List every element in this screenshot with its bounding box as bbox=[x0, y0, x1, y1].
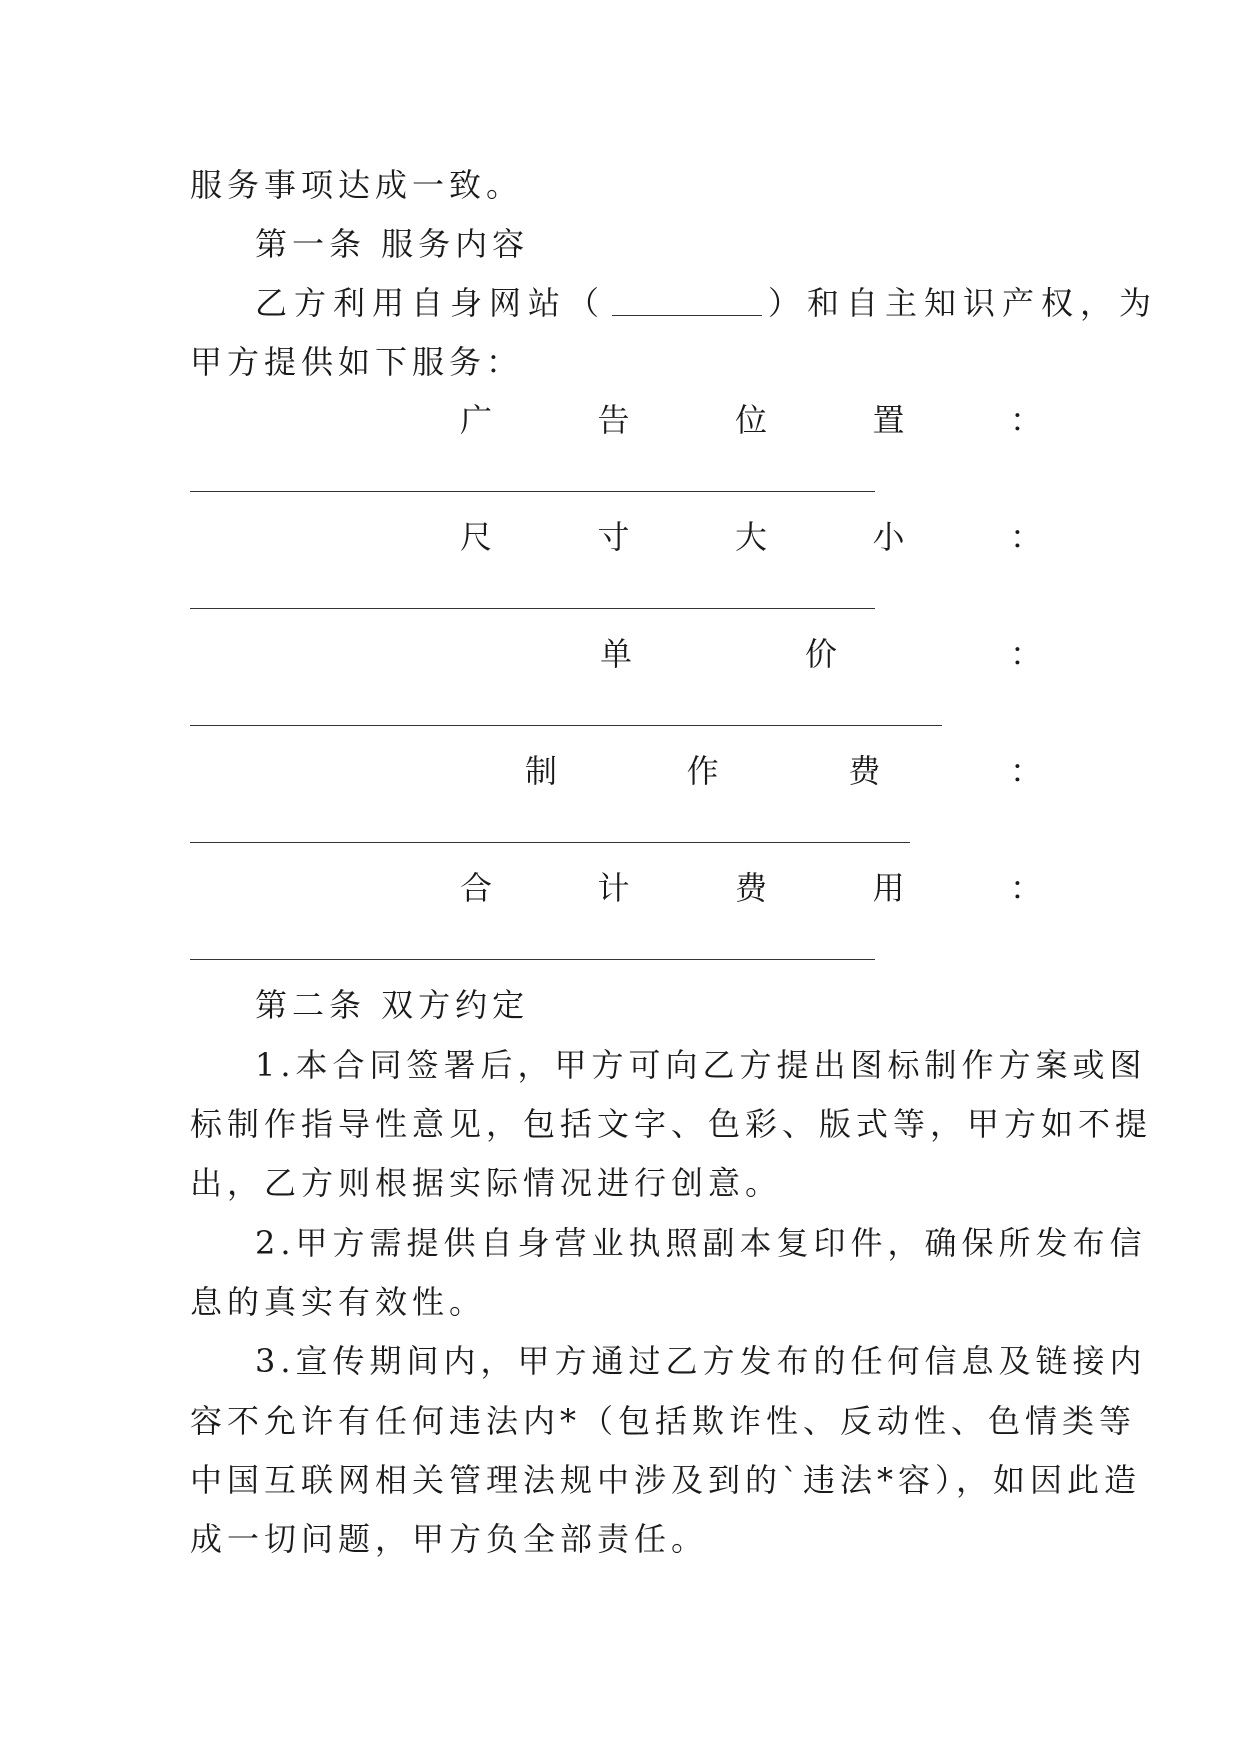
item-3-line-2: 容不允许有任何违法内*（包括欺诈性、反动性、色情类等 bbox=[190, 1402, 1137, 1440]
field-char: 用 bbox=[872, 869, 905, 907]
field-colon: ： bbox=[1009, 752, 1042, 790]
item-1-line-2: 标制作指导性意见，包括文字、色彩、版式等，甲方如不提 bbox=[190, 1105, 1153, 1143]
field-colon: ： bbox=[1009, 635, 1042, 673]
item-1-line-1: 1.本合同签署后，甲方可向乙方提出图标制作方案或图 bbox=[255, 1046, 1147, 1084]
field-char: 制 bbox=[525, 752, 558, 790]
item-3-line-1: 3.宣传期间内，甲方通过乙方发布的任何信息及链接内 bbox=[255, 1342, 1147, 1380]
field-char: 广 bbox=[460, 401, 493, 439]
field-ad-position bbox=[460, 400, 1042, 440]
unit-price-fill-line bbox=[190, 725, 942, 726]
field-unit-price bbox=[600, 634, 1042, 674]
item-3-line-3: 中国互联网相关管理法规中涉及到的`违法*容），如因此造 bbox=[190, 1461, 1142, 1499]
field-char: 位 bbox=[734, 401, 767, 439]
field-char: 作 bbox=[686, 752, 719, 790]
intro-closing-line: 服务事项达成一致。 bbox=[190, 166, 524, 204]
field-total-cost bbox=[460, 868, 1042, 908]
article-1-line-2: 甲方提供如下服务： bbox=[190, 343, 524, 381]
field-char: 尺 bbox=[460, 518, 493, 556]
item-3-line-4: 成一切问题，甲方负全部责任。 bbox=[190, 1520, 709, 1558]
field-char: 费 bbox=[734, 869, 767, 907]
article-2-title: 第二条 双方约定 bbox=[255, 986, 530, 1024]
field-char: 价 bbox=[804, 635, 837, 673]
total-cost-fill-line bbox=[190, 959, 875, 960]
item-2-line-2: 息的真实有效性。 bbox=[190, 1283, 487, 1321]
field-colon: ： bbox=[1009, 518, 1042, 556]
size-fill-line bbox=[190, 608, 875, 609]
article-1-line-1-after: ）和自主知识产权，为 bbox=[768, 284, 1159, 322]
field-colon: ： bbox=[1009, 401, 1042, 439]
field-char: 计 bbox=[597, 869, 630, 907]
article-1-title: 第一条 服务内容 bbox=[255, 225, 530, 263]
field-colon: ： bbox=[1009, 869, 1042, 907]
field-char: 寸 bbox=[597, 518, 630, 556]
field-char: 合 bbox=[460, 869, 493, 907]
field-char: 大 bbox=[734, 518, 767, 556]
field-char: 小 bbox=[872, 518, 905, 556]
item-2-line-1: 2.甲方需提供自身营业执照副本复印件，确保所发布信 bbox=[255, 1224, 1147, 1262]
field-char: 单 bbox=[600, 635, 633, 673]
production-fee-fill-line bbox=[190, 842, 910, 843]
field-production-fee bbox=[525, 751, 1042, 791]
article-1-line-1 bbox=[255, 283, 1158, 323]
item-1-line-3: 出，乙方则根据实际情况进行创意。 bbox=[190, 1164, 783, 1202]
field-size bbox=[460, 517, 1042, 557]
field-char: 费 bbox=[848, 752, 881, 790]
field-char: 告 bbox=[597, 401, 630, 439]
field-char: 置 bbox=[872, 401, 905, 439]
article-1-line-1-before: 乙方利用自身网站（ bbox=[255, 284, 607, 322]
website-name-blank bbox=[612, 285, 762, 316]
ad-position-fill-line bbox=[190, 491, 875, 492]
